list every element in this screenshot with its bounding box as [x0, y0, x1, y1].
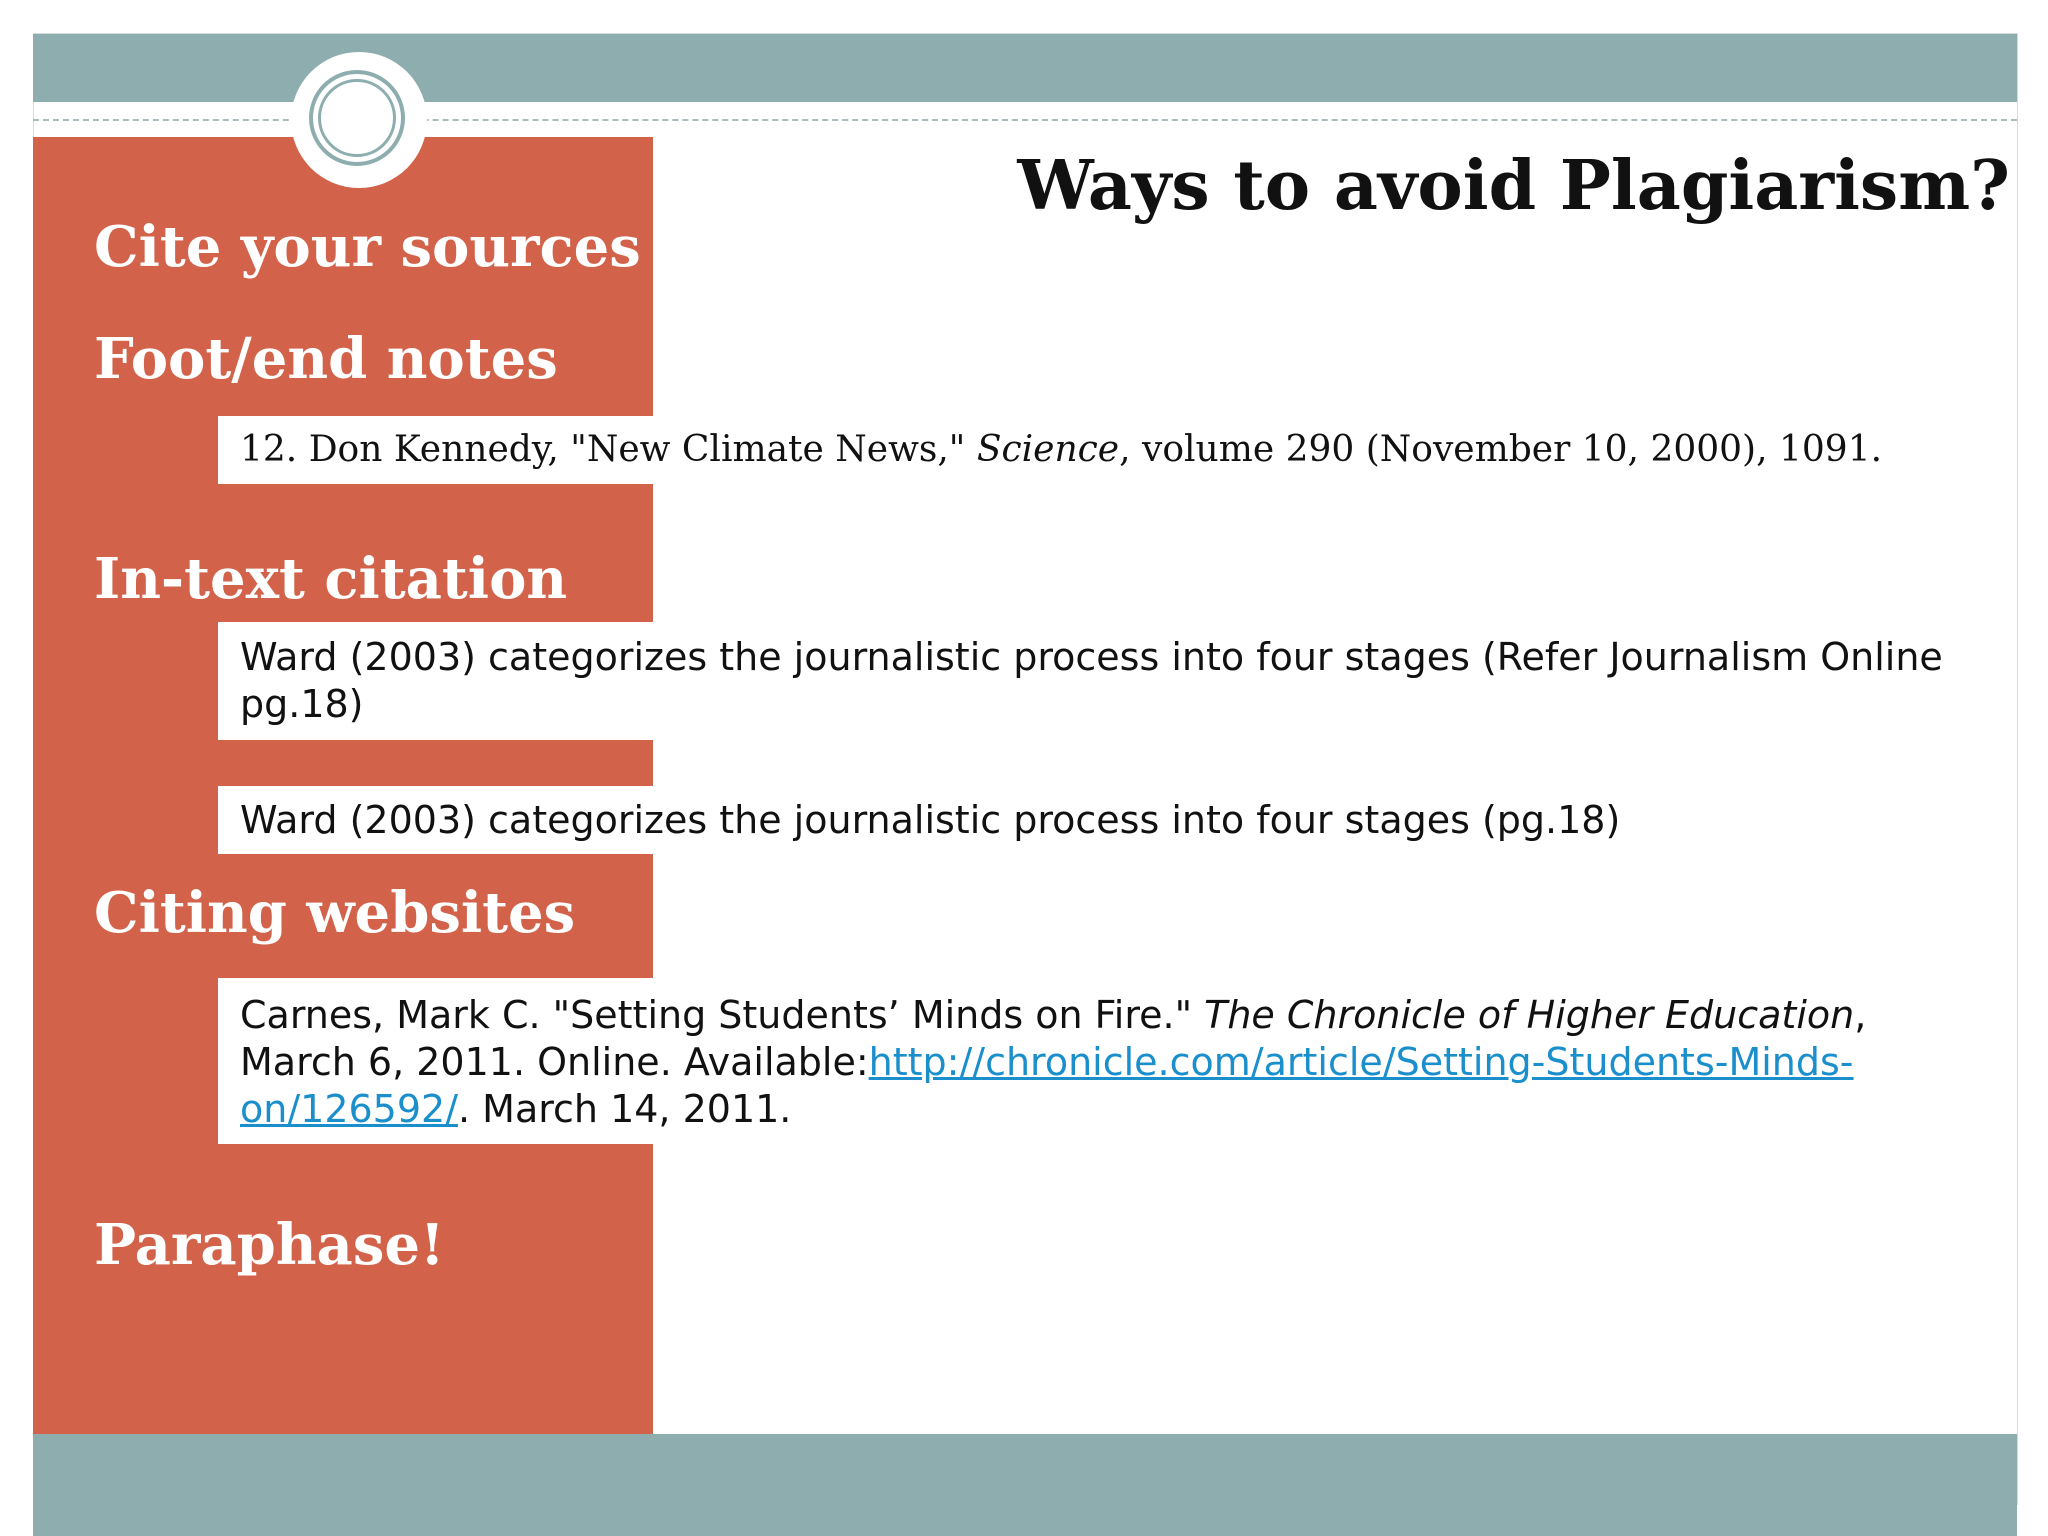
website-suffix: . March 14, 2011.	[458, 1087, 792, 1131]
intext-example-1: Ward (2003) categorizes the journalistic process into four stages (Refer Journalism Online pg.18)	[218, 622, 2017, 740]
heading-paraphrase: Paraphase!	[94, 1212, 445, 1278]
heading-citing-websites: Citing websites	[94, 880, 576, 946]
heading-intext-citation: In-text citation	[94, 546, 568, 612]
bottom-band	[33, 1434, 2017, 1536]
intext-example-2: Ward (2003) categorizes the journalistic process into four stages (pg.18)	[218, 786, 1818, 854]
website-url-link[interactable]: http://chronicle.com/article/Setting-Students-Minds-on/126592/	[240, 1040, 1854, 1131]
heading-cite-sources: Cite your sources	[94, 214, 641, 280]
website-publication: The Chronicle of Higher Education	[1204, 993, 1855, 1037]
heading-footnotes: Foot/end notes	[94, 326, 558, 392]
website-citation-example	[218, 978, 1918, 1144]
footnote-example	[218, 416, 1883, 484]
website-middle: , March 6, 2011. Online. Available:	[240, 993, 1867, 1084]
slide-title: Ways to avoid Plagiarism?	[1017, 146, 2010, 226]
footnote-journal: Science	[976, 429, 1120, 470]
circle-inner-icon	[318, 79, 396, 157]
website-prefix: Carnes, Mark C. "Setting Students’ Minds on Fire."	[240, 993, 1205, 1037]
footnote-suffix: , volume 290 (November 10, 2000), 1091.	[1119, 429, 1883, 470]
footnote-prefix: 12. Don Kennedy, "New Climate News,"	[240, 429, 977, 470]
